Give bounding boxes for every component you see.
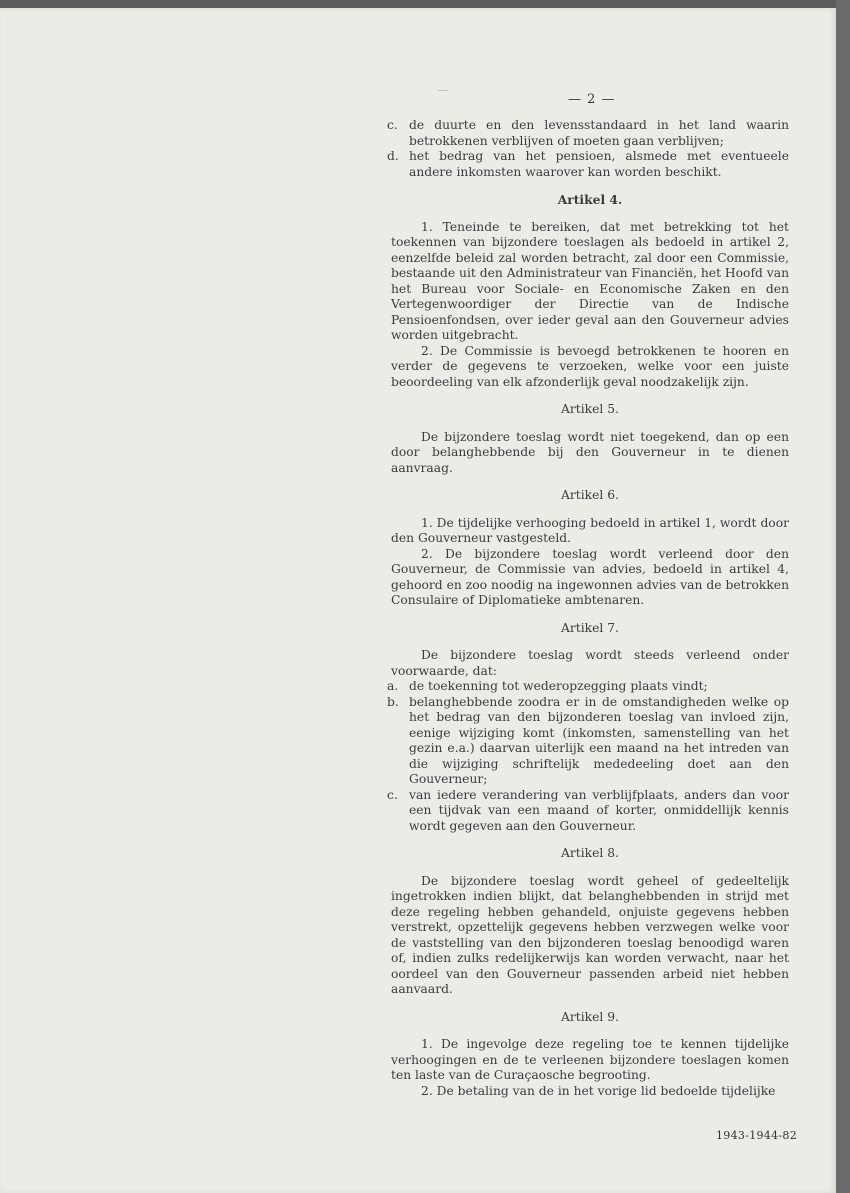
article-6-heading: Artikel 6. bbox=[561, 488, 619, 502]
list-item bbox=[387, 149, 789, 180]
page-number: — 2 — bbox=[568, 92, 616, 107]
list-marker: c. bbox=[387, 118, 398, 132]
list-marker: b. bbox=[387, 694, 399, 709]
article-6-paragraph-1: 1. De tijdelijke verhooging bedoeld in artikel 1, wordt door den Gouverneur vastgesteld. bbox=[391, 515, 789, 545]
article-8-heading: Artikel 8. bbox=[561, 846, 619, 860]
list-text: de duurte en den levensstandaard in het land waarin betrokkenen verblijven of moeten gaan verblijven; bbox=[409, 118, 789, 148]
list-item bbox=[387, 118, 789, 149]
list-item bbox=[387, 787, 789, 835]
footer-code: 1943-1944-82 bbox=[716, 1129, 798, 1142]
article-4-heading: Artikel 4. bbox=[557, 192, 623, 207]
list-text: van iedere verandering van verblijfplaats, anders dan voor een tijdvak van een maand of korter, onmiddellijk kennis wordt gegeven aan den Gouverneur. bbox=[409, 787, 789, 833]
article-7-intro: De bijzondere toeslag wordt steeds verleend onder voorwaarde, dat: bbox=[391, 648, 789, 678]
article-7-heading: Artikel 7. bbox=[561, 620, 619, 635]
article-9-paragraph-1: 1. De ingevolge deze regeling toe te kennen tijdelijke verhoogingen en de te verleenen bijzondere toeslagen komen ten laste van de Curaçaosche begrooting. bbox=[391, 1037, 789, 1082]
list-text: het bedrag van het pensioen, alsmede met eventueele andere inkomsten waarover kan worden beschikt. bbox=[409, 149, 789, 179]
list-item bbox=[387, 694, 789, 788]
article-9-heading: Artikel 9. bbox=[561, 1009, 619, 1024]
document-body bbox=[387, 118, 789, 1099]
list-marker: d. bbox=[387, 149, 399, 163]
article-6-paragraph-2: 2. De bijzondere toeslag wordt verleend door den Gouverneur, de Commissie van advies, bedoeld in artikel 4, gehoord en zoo noodig na ingewonnen advies van de betrokken Consulaire of Diplomatieke ambtenaren. bbox=[391, 546, 789, 607]
article-8-paragraph-1: De bijzondere toeslag wordt geheel of gedeeltelijk ingetrokken indien blijkt, dat belanghebbenden in strijd met deze regeling hebben gehandeld, onjuiste gegevens hebben verstrekt, opzettelijk gegevens hebben verzwegen welke voor de vaststelling van den bijzonderen toeslag benoodigd waren of, indien zulks redelijkerwijs kan worden verwacht, naar het oordeel van den Gouverneur passenden arbeid niet hebben aanvaard. bbox=[391, 873, 789, 996]
article-4-paragraph-2: 2. De Commissie is bevoegd betrokkenen te hooren en verder de gegevens te verzoeken, welke voor een juiste beoordeeling van elk afzonderlijk geval noodzakelijk zijn. bbox=[391, 343, 789, 389]
list-text: belanghebbende zoodra er in de omstandigheden welke op het bedrag van den bijzonderen toeslag van invloed zijn, eenige wijziging komt (inkomsten, samenstelling van het gezin e.a.) daarvan uiterlijk een maand na het intreden van die wijziging schriftelijk mededeeling doet aan den Gouverneur; bbox=[409, 694, 789, 786]
list-marker: c. bbox=[387, 787, 398, 802]
list-text: de toekenning tot wederopzegging plaats vindt; bbox=[409, 679, 708, 693]
stray-mark: ‾‾ bbox=[438, 90, 448, 101]
article-5-heading: Artikel 5. bbox=[561, 402, 619, 416]
article-4-paragraph-1: 1. Teneinde te bereiken, dat met betrekking tot het toekennen van bijzondere toeslagen als bedoeld in artikel 2, eenzelfde beleid zal worden betracht, zal door een Commissie, bestaande uit den Administrateur van Financiën, het Hoofd van het Bureau voor Sociale- en Economische Zaken en den Vertegenwoordiger der Directie van de Indische Pensioenfondsen, over ieder geval aan den Gouverneur advies worden uitgebracht. bbox=[391, 219, 789, 342]
list-marker: a. bbox=[387, 679, 399, 693]
article-9-paragraph-2: 2. De betaling van de in het vorige lid bedoelde tijdelijke bbox=[421, 1083, 776, 1098]
scan-border-top bbox=[0, 0, 850, 8]
list-item bbox=[387, 679, 789, 695]
scan-border-right bbox=[836, 0, 850, 1193]
article-5-paragraph-1: De bijzondere toeslag wordt niet toegekend, dan op een door belanghebbende bij den Gouverneur in te dienen aanvraag. bbox=[391, 429, 789, 475]
